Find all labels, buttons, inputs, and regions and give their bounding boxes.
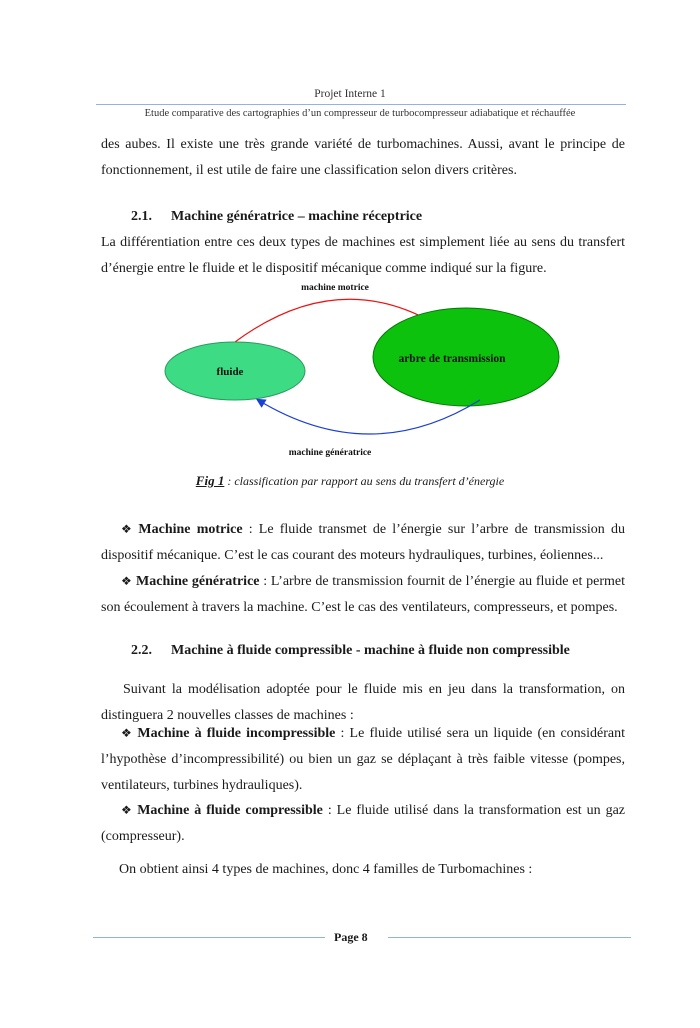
figure-ref: Fig 1 — [195, 473, 225, 488]
diamond-bullet-icon: ❖ — [121, 574, 133, 588]
machine-generatrice-label: machine génératrice — [288, 448, 372, 458]
section-2-2-title: Machine à fluide compressible - machine à fluide non compressible — [171, 643, 570, 658]
section-2-2-text: Suivant la modélisation adoptée pour le fluide mis en jeu dans la transformation, on distinguera 2 nouvelles classes de machines : — [101, 682, 625, 723]
arbre-node-label: arbre de transmission — [398, 353, 506, 365]
fluide-node-label: fluide — [216, 366, 244, 378]
diamond-bullet-icon: ❖ — [121, 726, 134, 740]
bullet-term: Machine à fluide compressible — [137, 803, 323, 818]
bullet-text: : Le fluide utilisé sera un liquide (en considérant l’hypothèse d’incompressibilité) ou bien un gaz se déplaçant à très faible vitesse (pompes, ventilateurs, turbines hydrauliques). — [101, 726, 625, 793]
energy-transfer-figure — [160, 278, 560, 463]
footer-rule-left — [93, 937, 325, 938]
bullet-text: : Le fluide transmet de l’énergie sur l’arbre de transmission du dispositif mécanique. C’est le cas courant des moteurs hydrauliques, turbines, éoliennes... — [101, 522, 625, 563]
bullet-incompressible — [101, 720, 625, 799]
section-2-1-number: 2.1. — [131, 209, 152, 224]
running-header-subtitle: Etude comparative des cartographies d’un compresseur de turbocompresseur adiabatique et réchauffée — [144, 108, 576, 119]
page-number: Page 8 — [334, 930, 368, 944]
bullet-generatrice — [101, 568, 625, 621]
bullet-term: Machine génératrice — [136, 574, 260, 589]
bullet-text: : Le fluide utilisé dans la transformation est un gaz (compresseur). — [101, 803, 625, 844]
running-header-title: Projet Interne 1 — [314, 88, 386, 100]
section-2-2-number: 2.2. — [131, 643, 152, 658]
figure-caption — [0, 473, 700, 489]
section-2-1-title: Machine génératrice – machine réceptrice — [171, 209, 423, 224]
intro-paragraph: des aubes. Il existe une très grande variété de turbomachines. Aussi, avant le principe de fonctionnement, il est utile de faire une classification selon divers critères. — [101, 137, 625, 178]
conclusion-paragraph: On obtient ainsi 4 types de machines, donc 4 familles de Turbomachines : — [119, 862, 533, 877]
diamond-bullet-icon: ❖ — [121, 522, 135, 536]
bullet-motrice — [101, 516, 625, 569]
bullet-term: Machine à fluide incompressible — [137, 726, 336, 741]
section-2-1-text: La différentiation entre ces deux types de machines est simplement liée au sens du transfert d’énergie entre le fluide et le dispositif mécanique comme indiqué sur la figure. — [101, 235, 625, 276]
footer-rule-right — [388, 937, 631, 938]
bullet-term: Machine motrice — [138, 522, 243, 537]
machine-motrice-label: machine motrice — [301, 283, 369, 293]
header-rule — [96, 104, 626, 105]
figure-caption-text: : classification par rapport au sens du transfert d’énergie — [224, 474, 505, 488]
diamond-bullet-icon: ❖ — [121, 803, 134, 817]
bullet-text: : L’arbre de transmission fournit de l’énergie au fluide et permet son écoulement à travers la machine. C’est le cas des ventilateurs, compresseurs, et pompes. — [101, 574, 625, 615]
bullet-compressible — [101, 797, 625, 850]
